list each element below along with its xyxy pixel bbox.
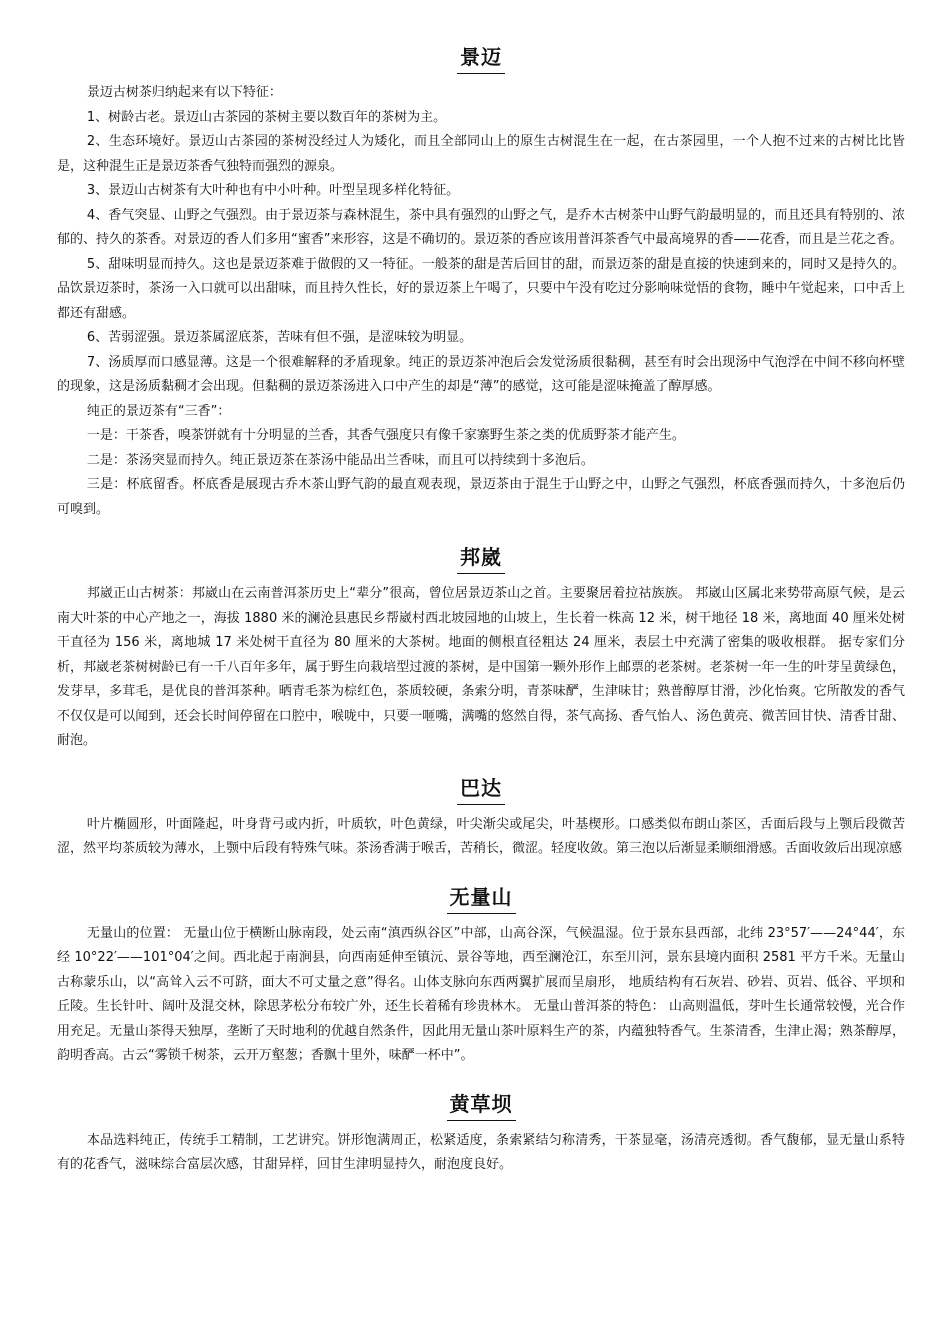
section-title: [57, 773, 905, 805]
section-body: [57, 81, 905, 522]
section-title: [57, 1089, 905, 1121]
section-huangcaoba: [57, 1069, 905, 1178]
paragraph: 二是：茶汤突显而持久。纯正景迈茶在茶汤中能品出兰香味，而且可以持续到十多泡后。: [86, 452, 594, 468]
section-body: [57, 922, 905, 1069]
section-title-text: 黄草坝: [447, 1091, 516, 1121]
section-title: [57, 42, 905, 74]
section-jingmai: [57, 0, 905, 522]
paragraph: 叶片椭圆形，叶面隆起，叶身背弓或内折，叶质软，叶色黄绿，叶尖渐尖或尾尖，叶基楔形。口感类似布朗山茶区，舌面后段与上颚后段微苦涩，然平均茶质较为薄水，上颚中后段有特殊气味。茶汤香满于喉舌，苦稍长，微涩。轻度收敛。第三泡以后渐显柔顺细滑感。舌面收敛后出现凉感: [57, 816, 905, 856]
section-title: [57, 542, 905, 574]
paragraph: 纯正的景迈茶有“三香”：: [86, 403, 231, 419]
paragraph: 景迈古树茶归纳起来有以下特征：: [86, 85, 282, 100]
section-title-text: 邦崴: [457, 544, 505, 574]
paragraph: 2、生态环境好。景迈山古茶园的茶树没经过人为矮化，而且全部同山上的原生古树混生在一起，在古茶园里，一个人抱不过来的古树比比皆是，这种混生正是景迈茶香气独特而强烈的源泉。: [57, 134, 905, 174]
paragraph: 无量山的位置： 无量山位于横断山脉南段，处云南“滇西纵谷区”中部，山高谷深，气候温湿。位于景东县西部，北纬 23°57′——24°44′，东经 10°22′——101°04′之间。西北起于南涧县，向西南延伸至镇沅、景谷等地，西至澜沧江，东至川河，景东县境内面积 2581 平方千米。无量山古称蒙乐山，以“高耸入云不可跻，面大不可丈量之意”得名。山体支脉向东西两翼扩展而呈扇形， 地质结构有石灰岩、砂岩、页岩、低谷、平坝和丘陵。生长针叶、阔叶及混交林，除思茅松分布较广外，还生长着稀有珍贵林木。 无量山普洱茶的特色： 山高则温低，芽叶生长通常较慢，光合作用充足。无量山茶得天独厚，垄断了天时地利的优越自然条件，因此用无量山茶叶原料生产的茶，内蕴独特香气。生茶清香，生津止渴；熟茶醇厚，韵明香高。古云“雾锁千树茶，云开万壑葱；香飘十里外，味酽一杯中”。: [57, 925, 905, 1063]
paragraph: 一是：干茶香，嗅茶饼就有十分明显的兰香，其香气强度只有像千家寨野生茶之类的优质野茶才能产生。: [86, 428, 685, 443]
paragraph: 本品选料纯正，传统手工精制，工艺讲究。饼形饱满周正，松紧适度，条索紧结匀称清秀，干茶显毫，汤清亮透彻。香气馥郁，显无量山系特有的花香气，滋味综合富层次感，甘甜异样，回甘生津明显持久，耐泡度良好。: [57, 1132, 905, 1172]
paragraph: 6、苦弱涩强。景迈茶属涩底茶，苦味有但不强，是涩味较为明显。: [86, 330, 473, 345]
paragraph: 3、景迈山古树茶有大叶种也有中小叶种。叶型呈现多样化特征。: [86, 183, 460, 198]
paragraph: 1、树龄古老。景迈山古茶园的茶树主要以数百年的茶树为主。: [86, 109, 447, 125]
section-title-text: 无量山: [447, 884, 516, 914]
section-body: [57, 1129, 905, 1178]
paragraph: 三是：杯底留香。杯底香是展现古乔木茶山野气韵的最直观表现，景迈茶由于混生于山野之中，山野之气强烈，杯底香强而持久，十多泡后仍可嗅到。: [57, 477, 905, 517]
section-title-text: 景迈: [457, 44, 505, 74]
section-body: [57, 813, 905, 862]
section-bangwai: [57, 522, 905, 754]
paragraph: 4、香气突显、山野之气强烈。由于景迈茶与森林混生，茶中具有强烈的山野之气，是乔木古树茶中山野气韵最明显的，而且还具有特别的、浓郁的、持久的茶香。对景迈的香人们多用“蜜香”来形容，这是不确切的。景迈茶的香应该用普洱茶香气中最高境界的香——花香，而且是兰花之香。: [57, 207, 905, 247]
section-wuliangshan: [57, 862, 905, 1069]
paragraph: 邦崴正山古树茶：邦崴山在云南普洱茶历史上“辈分”很高，曾位居景迈茶山之首。主要聚居着拉祜族族。 邦崴山区属北来势带高原气候，是云南大叶茶的中心产地之一，海拔 1880 米的澜沧县惠民乡帮崴村西北坡园地的山坡上，生长着一株高 12 米，树干地径 18 米，离地面 40 厘米处树干直径为 156 米，离地城 17 米处树干直径为 80 厘米的大茶树。地面的侧根直径粗达 24 厘米，表层土中充满了密集的吸收根群。 据专家们分析，邦崴老茶树树龄已有一千八百年多年，属于野生向栽培型过渡的茶树，是中国第一颗外形作上邮票的老茶树。老茶树一年一生的叶芽呈黄绿色，发芽早，多茸毛，是优良的普洱茶种。晒青毛茶为棕红色，茶质较硬，条索分明，青茶味酽，生津味甘；熟普醇厚甘滑，沙化怡爽。它所散发的香气不仅仅是可以闻到，还会长时间停留在口腔中，喉咙中，只要一咂嘴，满嘴的悠然自得，茶气高扬、香气怡人、汤色黄亮、微苦回甘快、清香甘甜、耐泡。: [57, 586, 905, 748]
section-title: [57, 882, 905, 914]
paragraph: 5、甜味明显而持久。这也是景迈茶难于做假的又一特征。一般茶的甜是苦后回甘的甜，而景迈茶的甜是直接的快速到来的，同时又是持久的。品饮景迈茶时，茶汤一入口就可以出甜味，而且持久性长，好的景迈茶上午喝了，只要中午没有吃过分影响味觉悟的食物，睡中午觉起来，口中舌上都还有甜感。: [57, 256, 905, 321]
section-bada: [57, 754, 905, 862]
section-body: [57, 582, 905, 754]
paragraph: 7、汤质厚而口感显薄。这是一个很难解释的矛盾现象。纯正的景迈茶冲泡后会发觉汤质很黏稠，甚至有时会出现汤中气泡浮在中间不移向杯壁的现象，这是汤质黏稠才会出现。但黏稠的景迈茶汤进入口中产生的却是“薄”的感觉，这可能是涩味掩盖了醇厚感。: [57, 354, 905, 394]
section-title-text: 巴达: [457, 775, 505, 805]
